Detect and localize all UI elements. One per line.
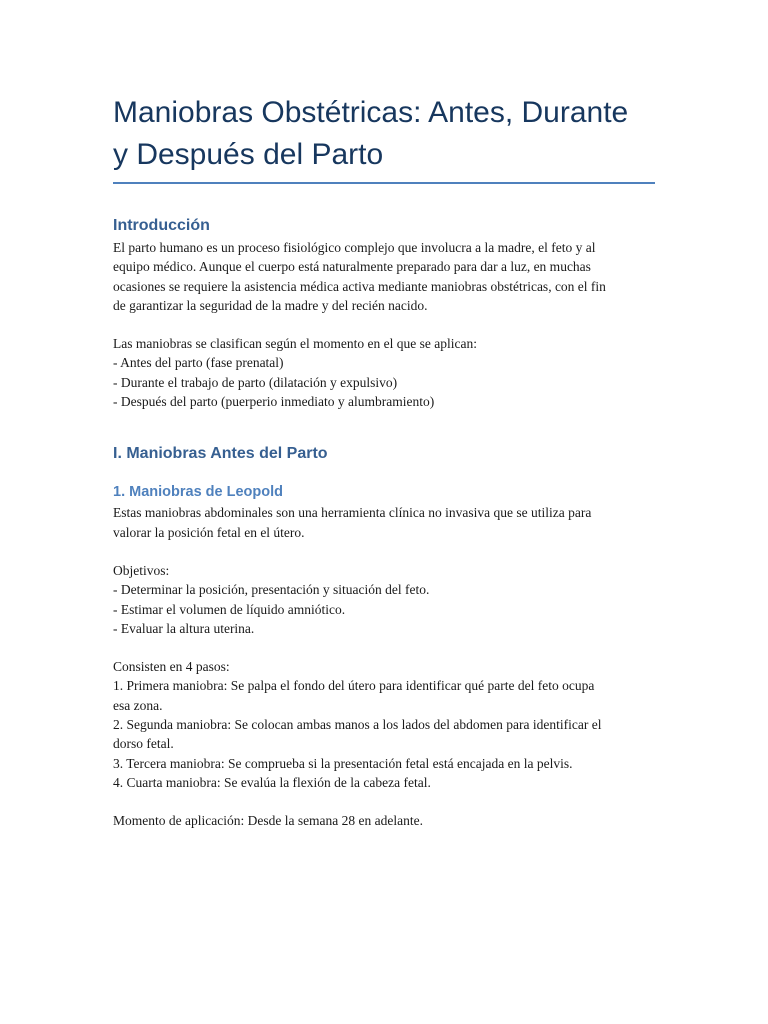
list-item: - Durante el trabajo de parto (dilatación y expulsivo) <box>113 374 398 390</box>
list-item: 2. Segunda maniobra: Se colocan ambas manos a los lados del abdomen para identificar el <box>113 717 602 733</box>
text-line: ocasiones se requiere la asistencia médica activa mediante maniobras obstétricas, con el fin <box>113 278 606 294</box>
text-line: Las maniobras se clasifican según el momento en el que se aplican: <box>113 336 477 352</box>
text-line: Objetivos: <box>113 562 170 578</box>
list-item: 1. Primera maniobra: Se palpa el fondo del útero para identificar qué parte del feto ocupa <box>113 678 595 694</box>
text-line: Consisten en 4 pasos: <box>113 659 230 675</box>
list-item: dorso fetal. <box>113 736 174 752</box>
title-line: Maniobras Obstétricas: Antes, Durante <box>113 96 629 129</box>
title-line: y Después del Parto <box>113 138 384 171</box>
steps-paragraph <box>113 657 655 792</box>
document-page <box>113 92 655 831</box>
objectives-paragraph <box>113 561 655 638</box>
list-item: esa zona. <box>113 697 163 713</box>
list-item: 3. Tercera maniobra: Se comprueba si la presentación fetal está encajada en la pelvis. <box>113 755 573 771</box>
text-line: Estas maniobras abdominales son una herramienta clínica no invasiva que se utiliza para <box>113 505 592 521</box>
subsection-heading: 1. Maniobras de Leopold <box>113 484 283 501</box>
classification-paragraph <box>113 334 655 411</box>
list-item: - Antes del parto (fase prenatal) <box>113 355 284 371</box>
list-item: - Estimar el volumen de líquido amniótico. <box>113 601 346 617</box>
text-line: Momento de aplicación: Desde la semana 28 en adelante. <box>113 813 424 829</box>
list-item: - Evaluar la altura uterina. <box>113 620 255 636</box>
list-item: - Después del parto (puerperio inmediato y alumbramiento) <box>113 394 435 410</box>
text-line: de garantizar la seguridad de la madre y del recién nacido. <box>113 297 428 313</box>
list-item: - Determinar la posición, presentación y situación del feto. <box>113 582 430 598</box>
leopold-description <box>113 503 655 542</box>
intro-paragraph <box>113 238 655 315</box>
timing-paragraph <box>113 811 655 830</box>
section-heading: I. Maniobras Antes del Parto <box>113 445 328 463</box>
intro-heading: Introducción <box>113 217 210 234</box>
text-line: El parto humano es un proceso fisiológico complejo que involucra a la madre, el feto y al <box>113 240 596 255</box>
text-line: valorar la posición fetal en el útero. <box>113 524 305 540</box>
list-item: 4. Cuarta maniobra: Se evalúa la flexión de la cabeza fetal. <box>113 774 431 790</box>
text-line: equipo médico. Aunque el cuerpo está naturalmente preparado para dar a luz, en muchas <box>113 259 591 275</box>
document-title <box>113 92 655 182</box>
